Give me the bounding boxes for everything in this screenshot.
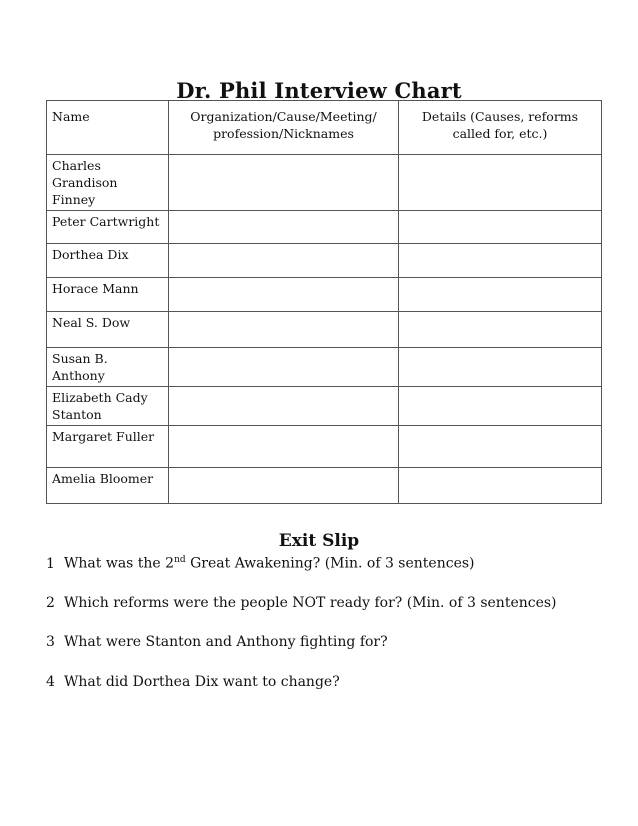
table-row <box>47 468 602 504</box>
details-cell[interactable] <box>399 312 602 348</box>
question-text-start: What was the 2 <box>64 555 175 572</box>
organization-cell[interactable] <box>169 244 399 278</box>
header-organization: Organization/Cause/Meeting/ profession/Nicknames <box>169 101 399 155</box>
organization-cell[interactable] <box>169 387 399 426</box>
organization-cell[interactable] <box>169 155 399 211</box>
question-number: 2 <box>46 595 55 611</box>
question-text-end: Great Awakening? (Min. of 3 sentences) <box>185 555 475 572</box>
table-row <box>47 278 602 312</box>
row-name: Margaret Fuller <box>47 426 169 468</box>
table-row <box>47 387 602 426</box>
organization-cell[interactable] <box>169 278 399 312</box>
details-cell[interactable] <box>399 387 602 426</box>
header-name: Name <box>47 101 169 155</box>
row-name: Horace Mann <box>47 278 169 312</box>
details-cell[interactable] <box>399 348 602 387</box>
details-cell[interactable] <box>399 155 602 211</box>
question-4 <box>46 674 340 690</box>
details-cell[interactable] <box>399 468 602 504</box>
details-cell[interactable] <box>399 211 602 244</box>
row-name: Elizabeth Cady Stanton <box>47 387 169 426</box>
table-row <box>47 312 602 348</box>
organization-cell[interactable] <box>169 468 399 504</box>
details-cell[interactable] <box>399 426 602 468</box>
organization-cell[interactable] <box>169 312 399 348</box>
exit-slip-title: Exit Slip <box>278 531 360 551</box>
table-row <box>47 211 602 244</box>
question-text: Which reforms were the people NOT ready for? (Min. of 3 sentences) <box>64 595 557 611</box>
table-row <box>47 348 602 387</box>
question-text: What were Stanton and Anthony fighting for? <box>64 634 388 650</box>
question-text: What did Dorthea Dix want to change? <box>64 674 340 690</box>
header-details: Details (Causes, reforms called for, etc.) <box>399 101 602 155</box>
organization-cell[interactable] <box>169 426 399 468</box>
row-name: Amelia Bloomer <box>47 468 169 504</box>
details-cell[interactable] <box>399 244 602 278</box>
organization-cell[interactable] <box>169 211 399 244</box>
question-number: 3 <box>46 634 55 650</box>
question-1 <box>46 555 475 572</box>
table-row <box>47 426 602 468</box>
row-name: Neal S. Dow <box>47 312 169 348</box>
row-name: Peter Cartwright <box>47 211 169 244</box>
row-name: Charles Grandison Finney <box>47 155 169 211</box>
details-cell[interactable] <box>399 278 602 312</box>
ordinal-suffix: nd <box>174 555 186 565</box>
table-header-row <box>47 101 602 155</box>
row-name: Susan B. Anthony <box>47 348 169 387</box>
question-3 <box>46 634 388 650</box>
interview-chart-table <box>46 100 602 504</box>
question-number: 1 <box>46 555 55 572</box>
table-row <box>47 155 602 211</box>
row-name: Dorthea Dix <box>47 244 169 278</box>
chart-title: Dr. Phil Interview Chart <box>176 78 462 103</box>
question-2 <box>46 595 557 611</box>
organization-cell[interactable] <box>169 348 399 387</box>
question-number: 4 <box>46 674 55 690</box>
table-row <box>47 244 602 278</box>
